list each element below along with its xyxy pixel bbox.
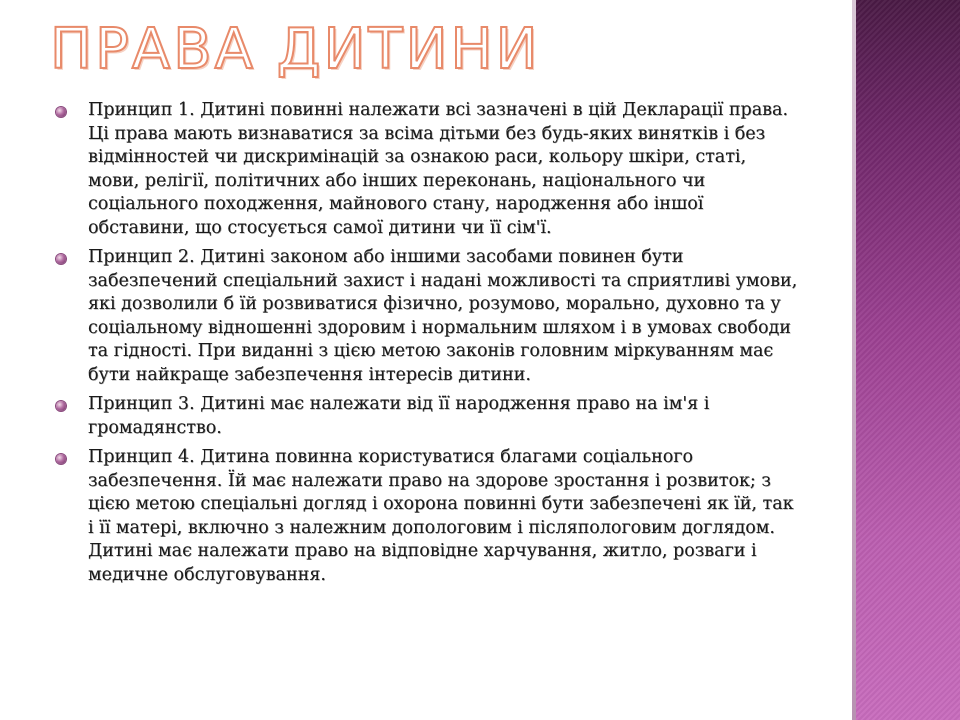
list-item-principle-1 [56,99,798,240]
list-item-principle-2 [56,246,798,387]
principle-text: Принцип 4. Дитина повинна користуватися благами соціального забезпечення. Їй має належати право на здорове зростання і розвиток; з цією метою спеціальні догляд і охорона повинні бути забезпечені як їй, так і її матері, включно з належним допологовим і післяпологовим доглядом. Дитині має належати право на відповідне харчування, житло, розваги і медичне обслуговування. [88,447,794,585]
principle-text: Принцип 1. Дитині повинні належати всі зазначені в цій Декларації права. Ці права мають визнаватися за всіма дітьми без будь-яких винятків і без відмінностей чи дискримінацій за ознакою раси, кольору шкіри, статі, мови, релігії, політичних або інших переконань, національного чи соціального походження, майнового стану, народження або іншої обставини, що стосується самої дитини чи її сім'ї. [88,100,789,238]
principle-text: Принцип 3. Дитині має належати від її народження право на ім'я і громадянство. [88,394,710,438]
bullet-icon [56,454,66,464]
bullet-icon [56,401,66,411]
list-item-principle-3 [56,393,798,440]
bullet-icon [56,107,66,117]
principle-text: Принцип 2. Дитині законом або іншими засобами повинен бути забезпечений спеціальний захист і надані можливості та сприятливі умови, які дозволили б їй розвиватися фізично, розумово, морально, духовно та у соціальному відношенні здоровим і нормальним шляхом і в умовах свободи та гідності. При виданні з цією метою законів головним міркуванням має бути найкраще забезпечення інтересів дитини. [88,247,798,385]
slide-title: ПРАВА ДИТИНИ [50,17,541,82]
principles-list [56,99,798,593]
list-item-principle-4 [56,446,798,587]
side-band-texture [856,0,960,720]
bullet-icon [56,254,66,264]
